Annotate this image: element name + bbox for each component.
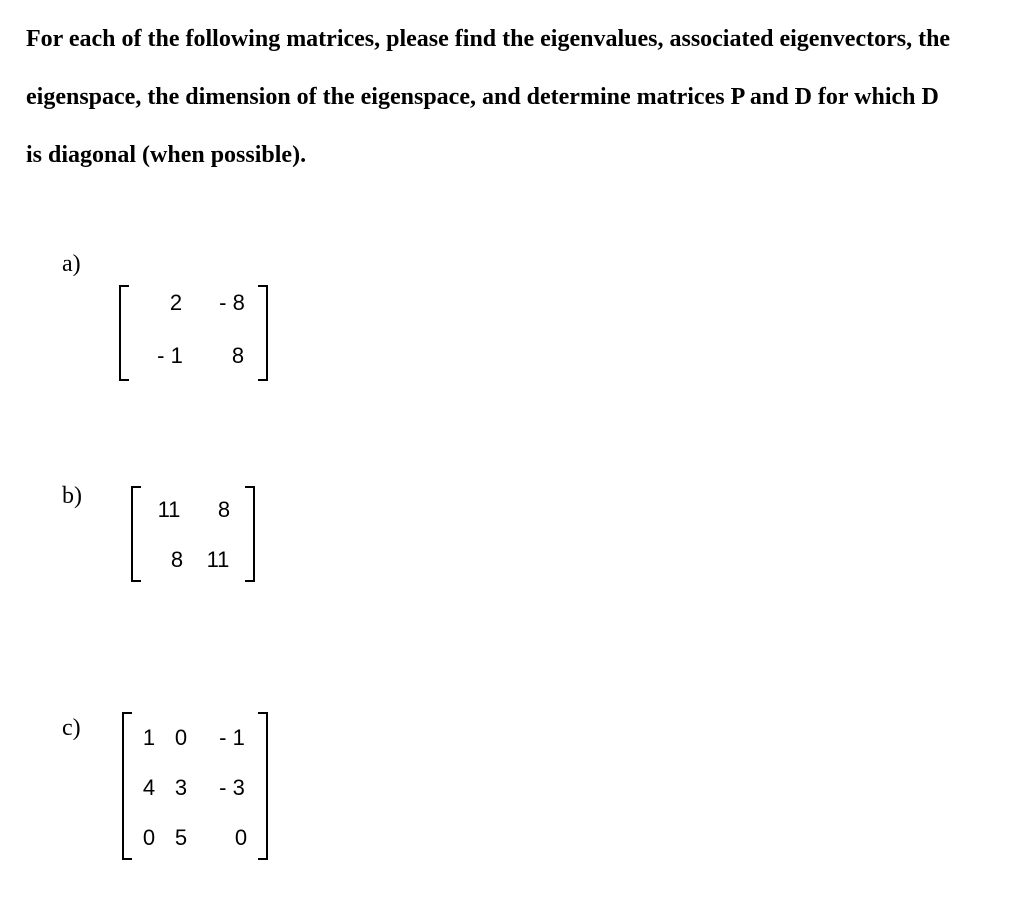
left-bracket-top [122, 712, 132, 714]
problem-label: a) [62, 251, 81, 277]
matrix-cell: 8 [217, 497, 231, 522]
right-bracket [266, 712, 268, 860]
right-bracket-bottom [258, 858, 268, 860]
matrix-cell: 5 [174, 825, 188, 850]
left-bracket [131, 486, 133, 582]
right-bracket-top [258, 285, 268, 287]
matrix-cell: 0 [142, 825, 156, 850]
right-bracket [266, 285, 268, 381]
left-bracket-top [131, 486, 141, 488]
left-bracket-bottom [119, 379, 129, 381]
right-bracket-top [245, 486, 255, 488]
left-bracket-top [119, 285, 129, 287]
matrix-cell: 4 [142, 775, 156, 800]
left-bracket-bottom [122, 858, 132, 860]
right-bracket-bottom [245, 580, 255, 582]
left-bracket [119, 285, 121, 381]
left-bracket-bottom [131, 580, 141, 582]
matrix-cell: 8 [231, 343, 245, 368]
left-bracket [122, 712, 124, 860]
matrix-cell: 11 [157, 497, 181, 522]
statement-line-3: is diagonal (when possible). [26, 142, 307, 168]
matrix-cell: - 1 [219, 725, 245, 750]
matrix-cell: 11 [206, 547, 230, 572]
matrix-cell: 3 [174, 775, 188, 800]
matrix-cell: 8 [170, 547, 184, 572]
matrix-cell: - 3 [219, 775, 245, 800]
problem-label: b) [62, 483, 82, 509]
right-bracket-bottom [258, 379, 268, 381]
statement-line-2: eigenspace, the dimension of the eigenspace, and determine matrices P and D for which D [26, 84, 939, 110]
right-bracket-top [258, 712, 268, 714]
problem-label: c) [62, 715, 81, 741]
matrix-cell: - 1 [157, 343, 183, 368]
problem-statement [26, 10, 1006, 184]
matrix-cell: 0 [174, 725, 188, 750]
matrix-cell: 1 [142, 725, 156, 750]
right-bracket [253, 486, 255, 582]
statement-line-1: For each of the following matrices, please find the eigenvalues, associated eigenvectors, the [26, 26, 951, 52]
matrix-cell: - 8 [219, 290, 245, 315]
matrix-cell: 2 [169, 290, 183, 315]
matrix-cell: 0 [234, 825, 248, 850]
